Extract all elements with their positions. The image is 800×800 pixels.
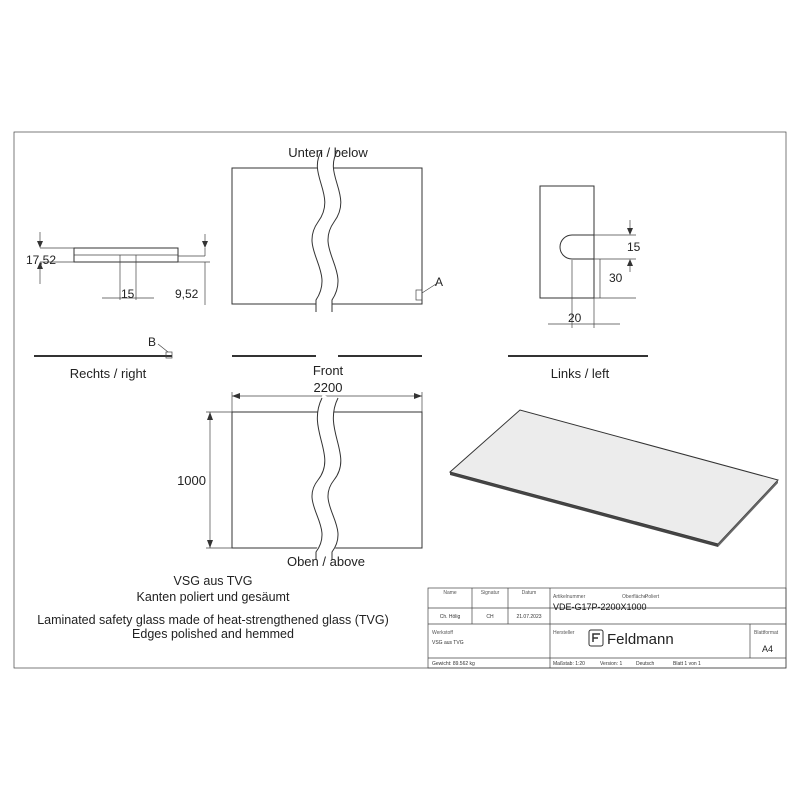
tb-sheet-format-label: Blattformat (754, 630, 779, 636)
view-isometric (450, 410, 778, 547)
detail-a-label: A (435, 275, 444, 289)
dim-width: 1000 (177, 473, 206, 488)
tb-sheet-format-value: A4 (762, 644, 774, 654)
note-line-4: Edges polished and hemmed (132, 627, 294, 641)
tb-col-article: Artikelnummer (553, 594, 586, 600)
tb-material-value: VSG aus TVG (432, 640, 464, 646)
view-front (177, 363, 422, 569)
sheet-border (14, 132, 786, 668)
brand-name: Feldmann (607, 631, 674, 648)
tb-surface-value: Poliert (645, 594, 660, 600)
view-side-small (26, 232, 210, 305)
tb-col-signature: Signatur (480, 590, 500, 596)
tb-col-date: Datum (521, 590, 537, 596)
label-front: Front (312, 363, 344, 378)
title-block (428, 588, 786, 668)
dim-gap-15: 15 (121, 287, 135, 301)
label-right-view: Rechts / right (69, 366, 147, 381)
tb-col-name: Name (443, 590, 457, 596)
tb-weight: Gewicht: 89.562 kg (432, 661, 475, 667)
notes (37, 574, 389, 641)
tb-scale: Maßstab: 1:20 (553, 661, 585, 667)
note-line-2: Kanten poliert und gesäumt (136, 590, 290, 604)
label-bottom-view: Oben / above (286, 554, 366, 569)
dim-notch-15: 15 (627, 240, 641, 254)
dim-length: 2200 (313, 380, 343, 395)
view-top (232, 145, 443, 312)
label-left-view: Links / left (550, 366, 610, 381)
feldmann-logo (589, 630, 603, 646)
tb-col-surface: Oberfläche: (622, 594, 648, 600)
label-top-view: Unten / below (288, 145, 368, 160)
tb-date-value: 21.07.2023 (516, 614, 542, 620)
tb-material-label: Werkstoff (432, 630, 453, 636)
dim-notch-20: 20 (568, 311, 582, 325)
dim-notch-30: 30 (609, 271, 623, 285)
tb-version: Version: 1 (600, 661, 623, 667)
view-notch-detail (540, 186, 641, 328)
tb-manufacturer-label: Hersteller (553, 630, 575, 636)
note-line-3: Laminated safety glass made of heat-strengthened glass (TVG) (37, 613, 389, 627)
tb-language: Deutsch (636, 661, 655, 667)
dim-thickness: 17,52 (26, 253, 57, 267)
tb-article-value: VDE-G17P-2200X1000 (553, 602, 647, 612)
tb-name-value: Ch. Hölig (439, 614, 461, 620)
tb-signature-value: CH (486, 614, 494, 620)
note-line-1: VSG aus TVG (173, 574, 253, 588)
detail-b-label: B (148, 335, 157, 349)
dim-edge-9-52: 9,52 (175, 287, 199, 301)
tb-sheet: Blatt 1 von 1 (673, 661, 701, 667)
